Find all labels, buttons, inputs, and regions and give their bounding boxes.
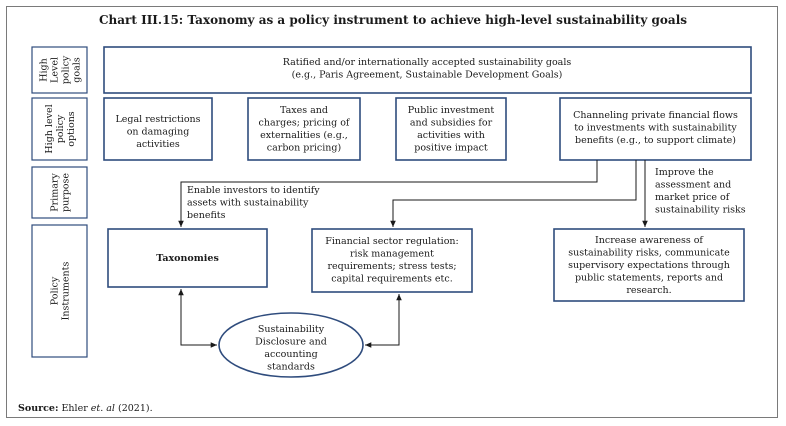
- text-line: research.: [626, 285, 672, 296]
- text-line: charges; pricing of: [258, 117, 350, 129]
- instrument-increase-awareness: [554, 229, 744, 301]
- text-line: Channeling private financial flows: [573, 110, 738, 121]
- svg-text:Channeling private financial f: [573, 110, 738, 146]
- svg-text:Public investmentand subsidies: [408, 105, 495, 154]
- text-line: benefits (e.g., to support climate): [574, 135, 737, 146]
- purpose-improve-pricing: [655, 167, 746, 216]
- row-label-line: policy: [60, 55, 72, 85]
- svg-text:Taxonomies: [156, 253, 219, 264]
- row-label-line: purpose: [60, 172, 72, 213]
- text-line: Improve the: [655, 167, 714, 178]
- disclosure-standards-ellipse: [219, 313, 363, 377]
- text-line: to investments with sustainability: [574, 122, 737, 134]
- option-public-investment: [396, 98, 506, 160]
- text-line: capital requirements etc.: [331, 273, 453, 285]
- svg-text:HighLevelpolicygoals: [39, 55, 83, 84]
- text-line: and subsidies for: [409, 117, 493, 129]
- arrow-channel-to-regulation: [393, 160, 636, 227]
- row-label-line: policy: [55, 114, 66, 144]
- row-label-line: goals: [71, 57, 83, 83]
- option-legal-restrictions: [104, 98, 212, 160]
- text-line: Taxonomies: [156, 253, 219, 264]
- text-line: Taxes and: [279, 105, 329, 116]
- text-line: (e.g., Paris Agreement, Sustainable Development Goals): [291, 69, 563, 81]
- text-line: on damaging: [126, 126, 190, 138]
- text-line: Enable investors to identify: [187, 185, 320, 196]
- option-channeling-flows: [560, 98, 751, 160]
- svg-text:Ratified and/or internationall: [283, 57, 572, 81]
- text-line: positive impact: [414, 142, 488, 154]
- text-line: benefits: [187, 210, 226, 221]
- text-line: carbon pricing): [266, 142, 342, 154]
- text-line: Disclosure and: [255, 336, 327, 348]
- row-label-line: Instruments: [60, 261, 72, 321]
- row-label-line: Policy: [49, 276, 61, 306]
- row-label-line: High level: [44, 104, 55, 154]
- purpose-enable-investors: [187, 185, 320, 221]
- svg-text:Financial sector regulation:ri: [325, 236, 459, 285]
- row-label-line: Level: [49, 57, 61, 83]
- text-line: sustainability risks: [655, 204, 746, 216]
- row-label-line: High: [38, 58, 50, 82]
- text-line: requirements; stress tests;: [327, 261, 457, 272]
- chart-title: Chart III.15: Taxonomy as a policy instrument to achieve high-level sustainability goals: [98, 13, 688, 27]
- text-line: accounting: [264, 349, 318, 360]
- text-line: market price of: [655, 192, 730, 203]
- text-line: Ratified and/or internationally accepted sustainability goals: [282, 57, 572, 68]
- text-line: assets with sustainability: [187, 197, 309, 209]
- source-note: Source: Ehler et. al (2021).: [18, 403, 153, 414]
- text-line: activities with: [417, 130, 485, 141]
- text-line: Increase awareness of: [595, 235, 703, 246]
- text-line: Financial sector regulation:: [325, 236, 459, 247]
- text-line: activities: [136, 139, 180, 150]
- text-line: public statements, reports and: [574, 272, 724, 284]
- text-line: standards: [267, 361, 315, 373]
- row-label-instruments: [32, 225, 87, 357]
- row-label-options: [32, 98, 87, 160]
- row-label-purpose: [32, 167, 87, 218]
- text-line: risk management: [350, 248, 434, 260]
- text-line: Legal restrictions: [115, 114, 201, 125]
- text-line: sustainability risks, communicate: [568, 247, 730, 259]
- text-line: assessment and: [655, 179, 732, 191]
- text-line: externalities (e.g.,: [260, 130, 348, 141]
- arrow-regulation-disclosure: [365, 294, 399, 345]
- text-line: supervisory expectations through: [568, 260, 730, 271]
- row-label-line: options: [66, 111, 77, 147]
- arrow-taxonomies-disclosure: [181, 289, 217, 345]
- text-line: Public investment: [407, 105, 495, 116]
- row-label-goals: [32, 47, 87, 93]
- row-label-line: Primary: [49, 173, 61, 212]
- option-taxes-charges: [248, 98, 360, 160]
- instrument-taxonomies: [108, 229, 267, 287]
- text-line: Sustainability: [257, 324, 325, 335]
- svg-text:Primarypurpose: [50, 173, 72, 212]
- instrument-financial-regulation: [312, 229, 472, 292]
- goals-box: [104, 47, 751, 93]
